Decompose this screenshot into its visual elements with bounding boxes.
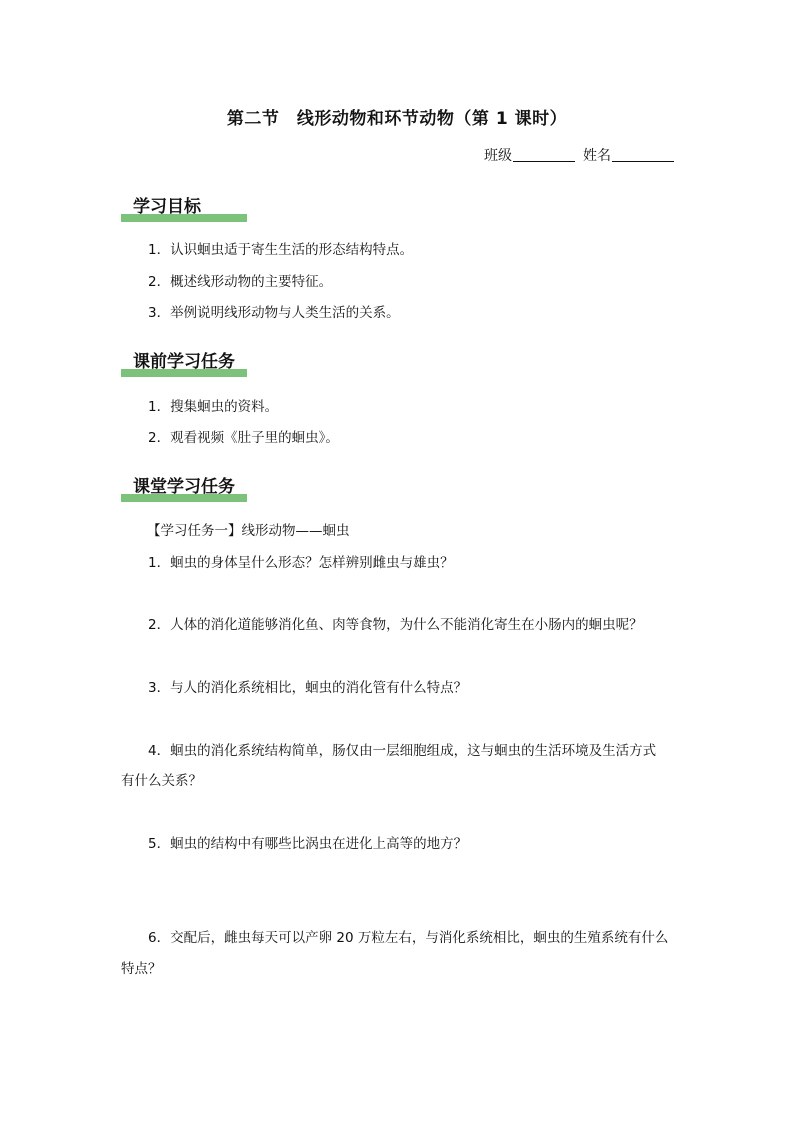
list-item: 1．搜集蛔虫的资料。 bbox=[148, 399, 279, 415]
section-heading-text: 课前学习任务 bbox=[133, 352, 235, 372]
name-label: 姓名 bbox=[583, 148, 611, 164]
question-3: 3．与人的消化系统相比，蛔虫的消化管有什么特点？ bbox=[148, 680, 468, 696]
question-5: 5．蛔虫的结构中有哪些比涡虫在进化上高等的地方？ bbox=[148, 836, 468, 852]
question-4: 4．蛔虫的消化系统结构简单，肠仅由一层细胞组成，这与蛔虫的生活环境及生活方式 bbox=[148, 743, 657, 759]
list-item: 2．观看视频《肚子里的蛔虫》。 bbox=[148, 430, 339, 446]
section-heading-text: 学习目标 bbox=[133, 197, 201, 217]
name-blank[interactable] bbox=[612, 161, 674, 162]
list-item: 1．认识蛔虫适于寄生生活的形态结构特点。 bbox=[148, 242, 414, 258]
question-4-continued: 有什么关系？ bbox=[121, 773, 202, 789]
section-heading-text: 课堂学习任务 bbox=[133, 477, 235, 497]
question-1: 1．蛔虫的身体呈什么形态？怎样辨别雌虫与雄虫？ bbox=[148, 555, 454, 571]
class-blank[interactable] bbox=[513, 161, 575, 162]
question-2: 2．人体的消化道能够消化鱼、肉等食物，为什么不能消化寄生在小肠内的蛔虫呢？ bbox=[148, 617, 643, 633]
class-name-line bbox=[484, 145, 674, 165]
list-item: 2．概述线形动物的主要特征。 bbox=[148, 274, 333, 290]
class-label: 班级 bbox=[484, 148, 512, 164]
question-6: 6．交配后，雌虫每天可以产卵 20 万粒左右，与消化系统相比，蛔虫的生殖系统有什么 bbox=[148, 930, 669, 946]
page-title: 第二节 线形动物和环节动物（第 1 课时） bbox=[226, 109, 568, 129]
task-label: 【学习任务一】线形动物——蛔虫 bbox=[147, 523, 350, 539]
list-item: 3．举例说明线形动物与人类生活的关系。 bbox=[148, 305, 400, 321]
question-6-continued: 特点？ bbox=[121, 961, 162, 977]
